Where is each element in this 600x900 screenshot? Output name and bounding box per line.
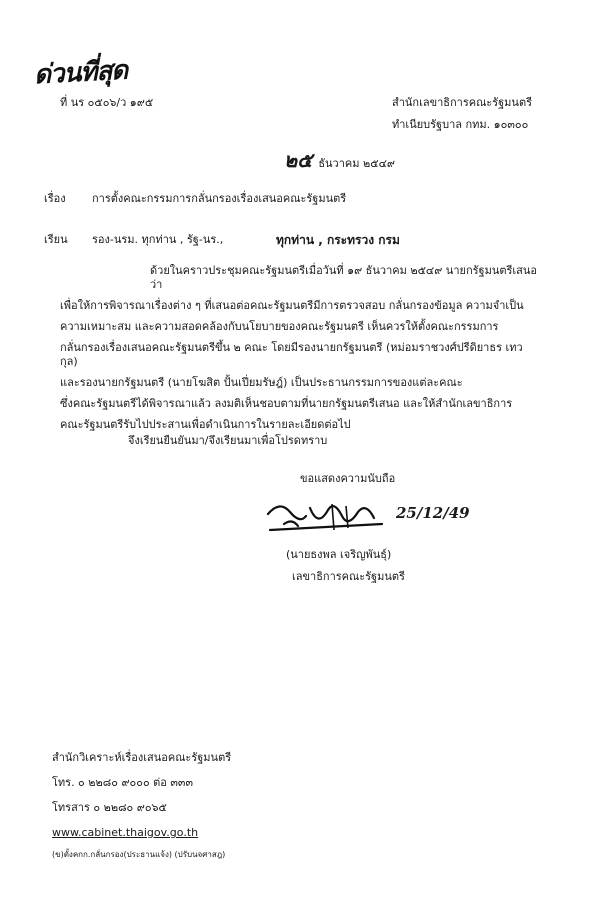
- footer-fax: โทรสาร ๐ ๒๒๘๐ ๙๐๖๕: [52, 801, 167, 814]
- subject-label: เรื่อง: [44, 192, 66, 205]
- signatory-name: (นายธงพล เจริญพันธุ์): [286, 548, 392, 561]
- subject-text: การตั้งคณะกรรมการกลั่นกรองเรื่องเสนอคณะรัฐมนตรี: [92, 192, 347, 205]
- signatory-position: เลขาธิการคณะรัฐมนตรี: [292, 570, 405, 583]
- signature-salutation: ขอแสดงความนับถือ: [300, 472, 396, 485]
- recipient-label: เรียน: [44, 233, 68, 246]
- date-day-handwritten: ๒๕: [284, 148, 313, 172]
- body-line: คณะรัฐมนตรีรับไปประสานเพื่อดำเนินการในรายละเอียดต่อไป: [60, 418, 351, 431]
- body-line: ซึ่งคณะรัฐมนตรีได้พิจารณาแล้ว ลงมติเห็นชอบตามที่นายกรัฐมนตรีเสนอ และให้สำนักเลขาธิการ: [60, 397, 513, 410]
- reference-number: ที่ นร ๐๕๐๖/ว ๑๙๕: [60, 96, 154, 109]
- footer-unit: สำนักวิเคราะห์เรื่องเสนอคณะรัฐมนตรี: [52, 751, 232, 764]
- body-line: และรองนายกรัฐมนตรี (นายโฆสิต ปั้นเปี่ยมรัษฎ์) เป็นประธานกรรมการของแต่ละคณะ: [60, 376, 463, 389]
- document-date: [284, 144, 395, 176]
- sender-office: สำนักเลขาธิการคณะรัฐมนตรี: [392, 96, 532, 109]
- recipient-handwritten: ทุกท่าน , กระทรวง กรม: [276, 233, 400, 247]
- body-line: ความเหมาะสม และความสอดคล้องกับนโยบายของคณะรัฐมนตรี เห็นควรให้ตั้งคณะกรรมการ: [60, 320, 499, 333]
- sender-address: ทำเนียบรัฐบาล กทม. ๑๐๓๐๐: [392, 118, 529, 131]
- footer-file-note: (ข)ตั้งคกก.กลั่นกรอง(ประธานแจ้ง) (ปรับนจศาสฎ): [52, 850, 226, 859]
- handwritten-signature: [262, 494, 402, 538]
- body-line: ด้วยในคราวประชุมคณะรัฐมนตรีเมื่อวันที่ ๑๙ ธันวาคม ๒๕๔๙ นายกรัฐมนตรีเสนอว่า: [150, 264, 538, 291]
- footer-phone: โทร. ๐ ๒๒๘๐ ๙๐๐๐ ต่อ ๓๓๓: [52, 776, 193, 789]
- closing-line: จึงเรียนยืนยันมา/จึงเรียนมาเพื่อโปรดทราบ: [128, 434, 328, 447]
- date-month-year: ธันวาคม ๒๕๔๙: [318, 157, 395, 170]
- body-line: กลั่นกรองเรื่องเสนอคณะรัฐมนตรีขึ้น ๒ คณะ โดยมีรองนายกรัฐมนตรี (หม่อมราชวงศ์ปรีดิยาธร เทวกุล): [60, 341, 523, 368]
- signature-handwritten-date: 25/12/49: [396, 504, 470, 522]
- footer-website-link[interactable]: www.cabinet.thaigov.go.th: [52, 826, 199, 839]
- body-paragraph: [60, 264, 540, 432]
- urgent-stamp: ด่วนที่สุด: [33, 55, 128, 91]
- body-line: เพื่อให้การพิจารณาเรื่องต่าง ๆ ที่เสนอต่อคณะรัฐมนตรีมีการตรวจสอบ กลั่นกรองข้อมูล ความจำเป็น: [60, 299, 524, 312]
- recipient-text: รอง-นรม. ทุกท่าน , รัฐ-นร.,: [92, 233, 224, 246]
